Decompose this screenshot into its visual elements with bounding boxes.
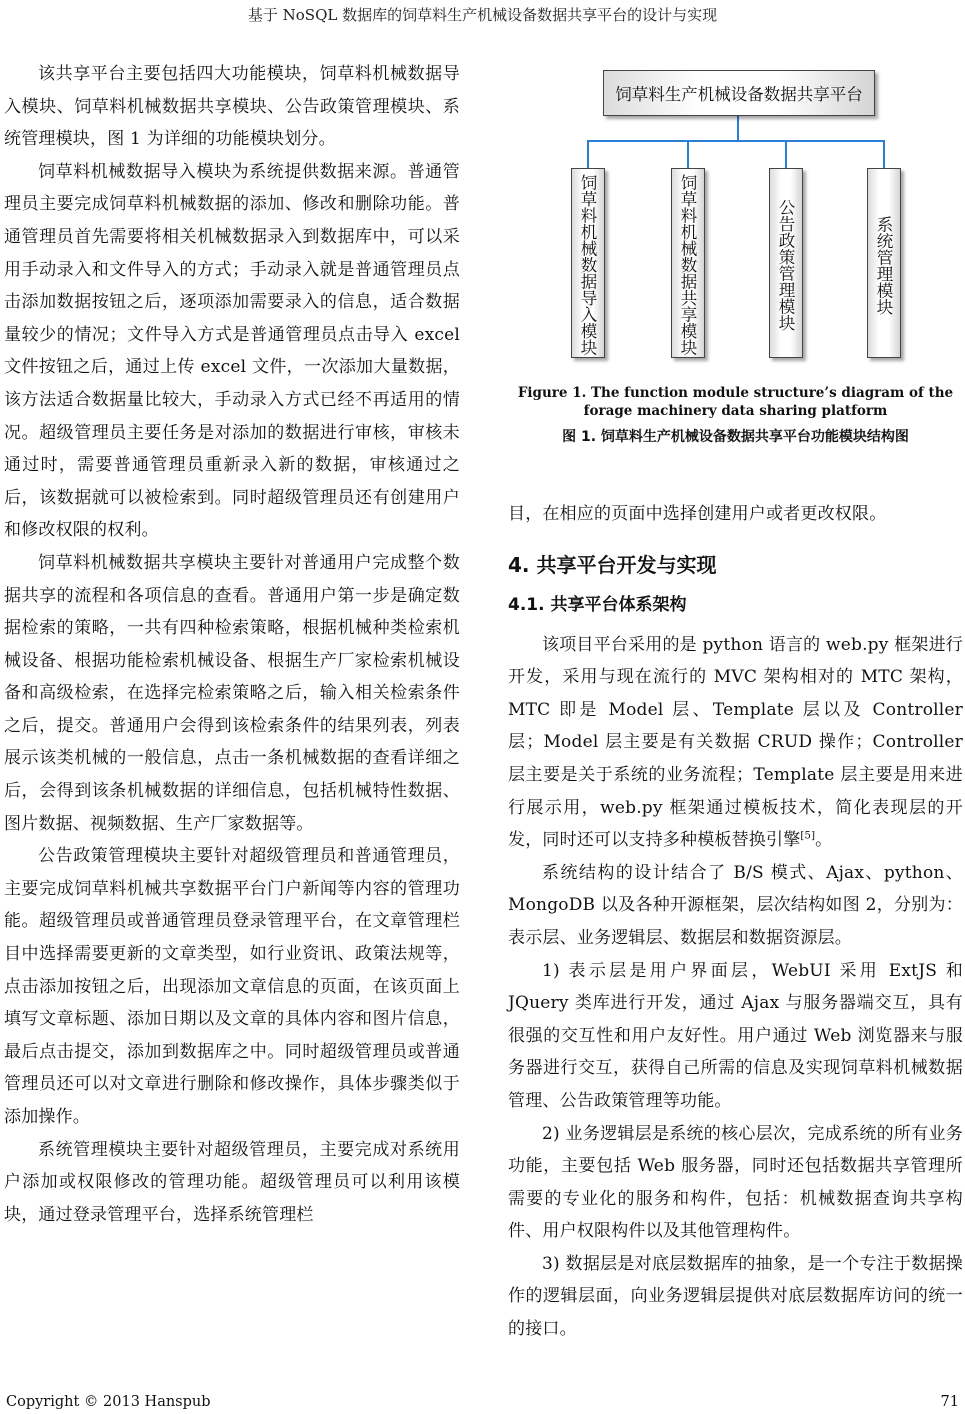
left-column xyxy=(4,58,460,1231)
paragraph: 3) 数据层是对底层数据库的抽象，是一个专注于数据操作的逻辑层面，向业务逻辑层提供对底层数据库访问的统一的接口。 xyxy=(508,1253,963,1340)
running-header: 基于 NoSQL 数据库的饲草料生产机械设备数据共享平台的设计与实现 xyxy=(247,6,718,24)
figure-caption-en: Figure 1. The function module structure’s diagram of the forage machinery data sharing platform xyxy=(517,385,954,419)
paragraph: 饲草料机械数据导入模块为系统提供数据来源。普通管理员主要完成饲草料机械数据的添加、修改和删除功能。普通管理员首先需要将相关机械数据录入到数据库中，可以采用手动录入和文件导入的方式；手动录入就是普通管理员点击添加数据按钮之后，逐项添加需要录入的信息，适合数据量较少的情况；文件导入方式是普通管理员点击导入 excel 文件按钮之后，通过上传 excel 文件，一次添加大量数据，该方法适合数据量比较大，手动录入方式已经不再适用的情况。超级管理员主要任务是对添加的数据进行审核，审核未通过时，需要普通管理员重新录入新的数据，审核通过之后，该数据就可以被检索到。同时超级管理员还有创建用户和修改权限的权利。 xyxy=(4,161,460,541)
paragraph: 系统管理模块主要针对超级管理员，主要完成对系统用户添加或权限修改的管理功能。超级管理员可以利用该模块，通过登录管理平台，选择系统管理栏 xyxy=(4,1139,460,1225)
paragraph xyxy=(508,629,963,857)
paragraph: 2) 业务逻辑层是系统的核心层次，完成系统的所有业务功能，主要包括 Web 服务器，同时还包括数据共享管理所需要的专业化的服务和构件，包括：机械数据查询共享构件、用户权限构件以及其他管理构件。 xyxy=(508,1123,963,1242)
connector-horizontal xyxy=(587,140,885,142)
paragraph: 系统结构的设计结合了 B/S 模式、Ajax、python、MongoDB 以及各种开源框架，层次结构如图 2，分别为：表示层、业务逻辑层、数据层和数据资源层。 xyxy=(508,862,963,948)
paragraph: 该共享平台主要包括四大功能模块，饲草料机械数据导入模块、饲草料机械数据共享模块、公告政策管理模块、系统管理模块，图 1 为详细的功能模块划分。 xyxy=(4,64,460,150)
paragraph-continuation: 目，在相应的页面中选择创建用户或者更改权限。 xyxy=(508,504,887,524)
connector-branch-2 xyxy=(687,140,689,168)
module-structure-diagram xyxy=(563,68,908,368)
figure-1 xyxy=(508,58,963,498)
paragraph: 饲草料机械数据共享模块主要针对普通用户完成整个数据共享的流程和各项信息的查看。普通用户第一步是确定数据检索的策略，一共有四种检索策略，根据机械种类检索机械设备、根据功能检索机械设备、根据生产厂家检索机械设备和高级检索，在选择完检索策略之后，输入相关检索条件之后，提交。普通用户会得到该检索条件的结果列表，列表展示该类机械的一般信息，点击一条机械数据的查看详细之后，会得到该条机械数据的详细信息，包括机械特性数据、图片数据、视频数据、生产厂家数据等。 xyxy=(4,552,460,834)
connector-branch-1 xyxy=(587,140,589,168)
connector-branch-4 xyxy=(883,140,885,168)
module-node-policy-management: 公告政策管理模块 xyxy=(769,168,803,358)
subsection-heading: 4.1. 共享平台体系架构 xyxy=(508,594,687,615)
connector-root-stem xyxy=(737,115,739,141)
section-heading: 4. 共享平台开发与实现 xyxy=(508,552,717,577)
module-node-data-import: 饲草料机械数据导入模块 xyxy=(571,168,605,358)
module-node-data-sharing: 饲草料机械数据共享模块 xyxy=(671,168,705,358)
paragraph-text: 该项目平台采用的是 python 语言的 web.py 框架进行开发，采用与现在流行的 MVC 架构相对的 MTC 架构，MTC 即是 Model 层、Template 层以及 Controller 层；Model 层主要是有关数据 CRUD 操作；Controller 层主要是关于系统的业务流程；Template 层主要是用来进行展示用，web.py 框架通过模板技术，简化表现层的开发，同时还可以支持多种模板替换引擎 xyxy=(508,634,963,851)
figure-caption-cn: 图 1. 饲草料生产机械设备数据共享平台功能模块结构图 xyxy=(562,429,909,445)
page-number: 71 xyxy=(940,1394,959,1410)
paragraph-end: 。 xyxy=(815,830,833,851)
right-column xyxy=(508,58,963,1346)
root-node: 饲草料生产机械设备数据共享平台 xyxy=(603,70,875,116)
module-node-system-management: 系统管理模块 xyxy=(867,168,901,358)
paragraph: 公告政策管理模块主要针对超级管理员和普通管理员，主要完成饲草料机械共享数据平台门户新闻等内容的管理功能。超级管理员或普通管理员登录管理平台，在文章管理栏目中选择需要更新的文章类型，如行业资讯、政策法规等，点击添加按钮之后，出现添加文章信息的页面，在该页面上填写文章标题、添加日期以及文章的具体内容和图片信息，最后点击提交，添加到数据库之中。同时超级管理员或普通管理员还可以对文章进行删除和修改操作，具体步骤类似于添加操作。 xyxy=(4,846,460,1127)
citation-ref: [5] xyxy=(800,830,816,842)
paragraph: 1) 表示层是用户界面层，WebUI 采用 ExtJS 和 JQuery 类库进行开发，通过 Ajax 与服务器端交互，具有很强的交互性和用户友好性。用户通过 Web 浏览器来与服务器进行交互，获得自己所需的信息及实现饲草料机械数据管理、公告政策管理等功能。 xyxy=(508,960,963,1111)
connector-branch-3 xyxy=(785,140,787,168)
footer-copyright: Copyright © 2013 Hanspub xyxy=(6,1394,211,1410)
